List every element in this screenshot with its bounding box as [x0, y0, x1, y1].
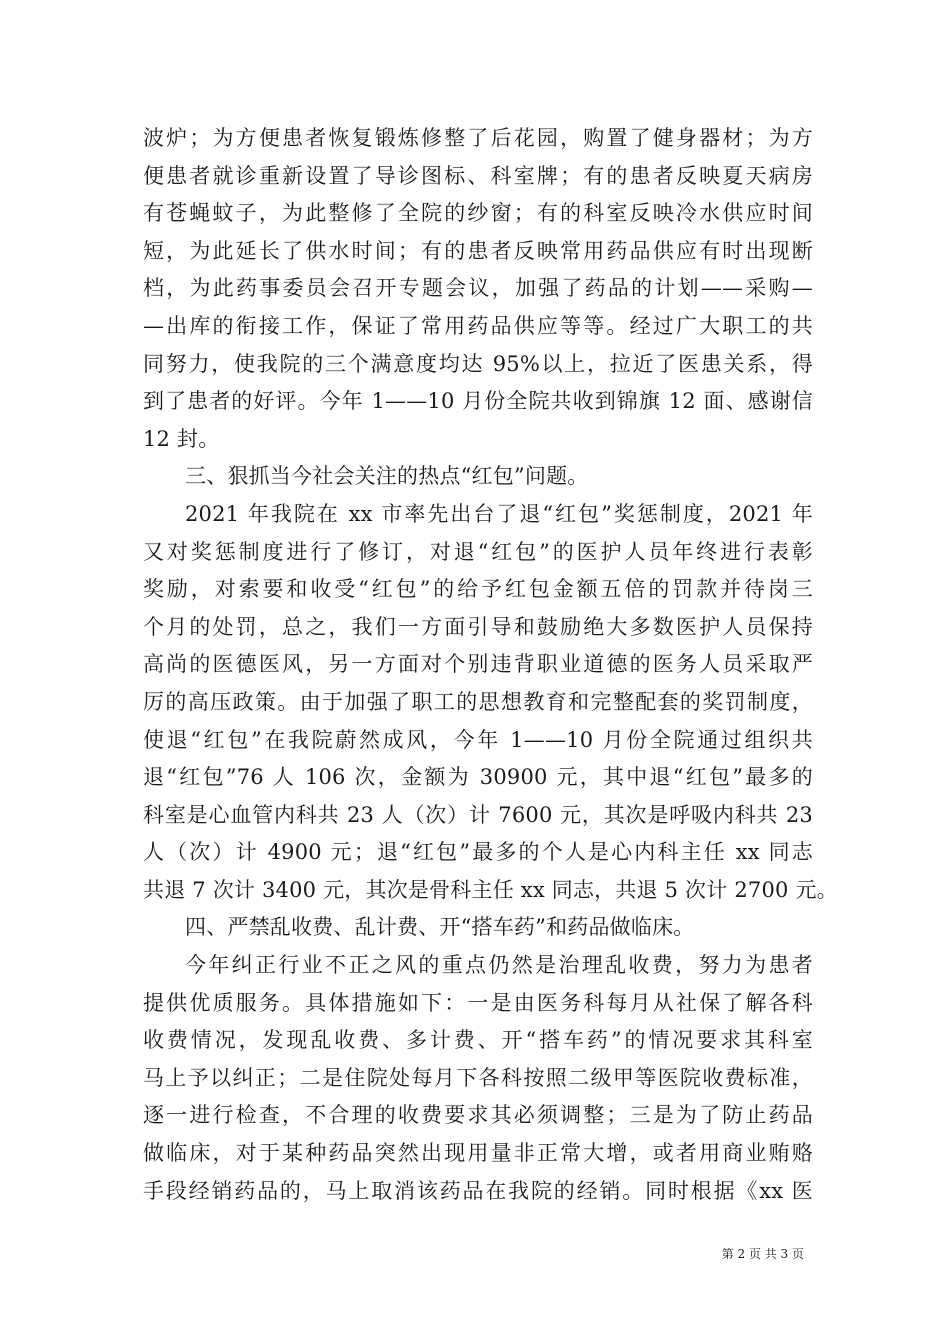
paragraph-first-line: 三、狠抓当今社会关注的热点“红包”问题。 [185, 464, 589, 489]
text-line: 12 封。 [143, 426, 220, 451]
text-line: 厉的高压政策。由于加强了职工的思想教育和完整配套的奖罚制度， [143, 689, 813, 714]
text-line: 便患者就诊重新设置了导诊图标、科室牌；有的患者反映夏天病房 [143, 163, 813, 188]
text-line: 逐一进行检查，不合理的收费要求其必须调整；三是为了防止药品 [143, 1103, 813, 1128]
paragraph-first-line: 四、严禁乱收费、乱计费、开“搭车药”和药品做临床。 [185, 915, 695, 940]
text-line: 科室是心血管内科共 23 人（次）计 7600 元，其次是呼吸内科共 23 [143, 802, 813, 827]
text-line: 使退“红包”在我院蔚然成风，今年 1——10 月份全院通过组织共 [143, 727, 813, 752]
page-number-footer: 第 2 页 共 3 页 [721, 1247, 804, 1261]
paragraph-first-line: 2021 年我院在 xx 市率先出台了退“红包”奖惩制度，2021 年 [185, 501, 813, 526]
text-line: 个月的处罚，总之，我们一方面引导和鼓励绝大多数医护人员保持 [143, 614, 813, 639]
text-line: 共退 7 次计 3400 元，其次是骨科主任 xx 同志，共退 5 次计 2700 元。 [143, 877, 838, 902]
text-line: 高尚的医德医风，另一方面对个别违背职业道德的医务人员采取严 [143, 652, 813, 677]
text-line: 档，为此药事委员会召开专题会议，加强了药品的计划——采购— [143, 276, 813, 301]
text-line: 人（次）计 4900 元；退“红包”最多的个人是心内科主任 xx 同志 [143, 840, 813, 865]
text-line: 短，为此延长了供水时间；有的患者反映常用药品供应有时出现断 [143, 238, 813, 263]
text-line: 奖励，对索要和收受“红包”的给予红包金额五倍的罚款并待岗三 [143, 577, 813, 602]
paragraph-first-line: 今年纠正行业不正之风的重点仍然是治理乱收费，努力为患者 [185, 953, 813, 978]
document-body [143, 120, 838, 1210]
text-line: 马上予以纠正；二是住院处每月下各科按照二级甲等医院收费标准， [143, 1065, 813, 1090]
text-line: 同努力，使我院的三个满意度均达 95%以上，拉近了医患关系，得 [143, 351, 813, 376]
text-line: —出库的衔接工作，保证了常用药品供应等等。经过广大职工的共 [143, 313, 813, 338]
text-line: 做临床，对于某种药品突然出现用量非正常大增，或者用商业贿赂 [143, 1141, 813, 1166]
text-line: 到了患者的好评。今年 1——10 月份全院共收到锦旗 12 面、感谢信 [143, 389, 813, 414]
text-line: 收费情况，发现乱收费、多计费、开“搭车药”的情况要求其科室 [143, 1028, 813, 1053]
text-line: 手段经销药品的，马上取消该药品在我院的经销。同时根据《xx 医 [143, 1178, 813, 1203]
text-line: 退“红包”76 人 106 次，金额为 30900 元，其中退“红包”最多的 [143, 765, 813, 790]
text-line: 有苍蝇蚊子，为此整修了全院的纱窗；有的科室反映冷水供应时间 [143, 201, 813, 226]
text-line: 又对奖惩制度进行了修订，对退“红包”的医护人员年终进行表彰 [143, 539, 813, 564]
text-line: 提供优质服务。具体措施如下：一是由医务科每月从社保了解各科 [143, 990, 813, 1015]
text-line: 波炉；为方便患者恢复锻炼修整了后花园，购置了健身器材；为方 [143, 126, 813, 150]
